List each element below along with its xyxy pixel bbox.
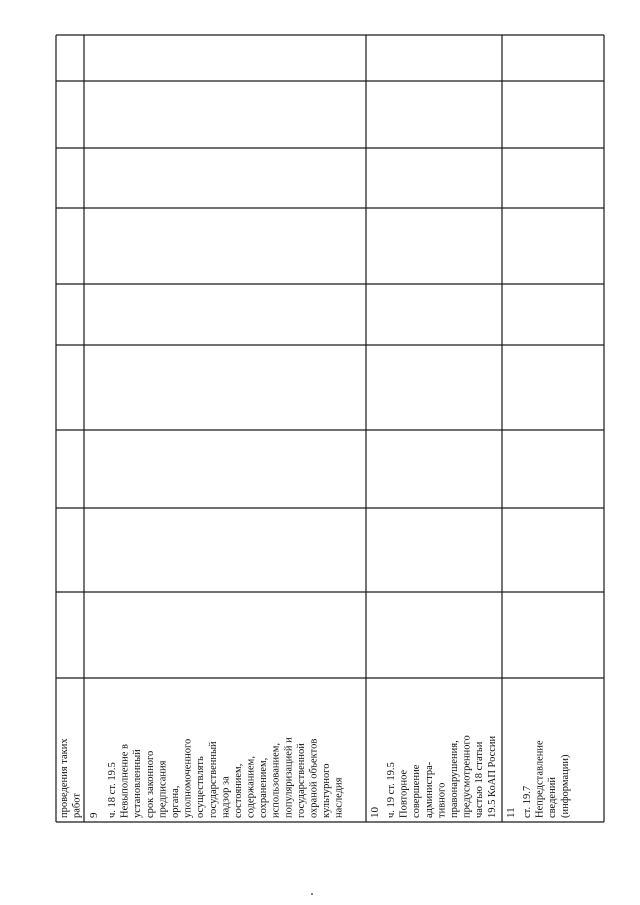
scan-speck [311, 893, 313, 895]
row-number-10: 10 [369, 807, 381, 818]
row-9-description: ч. 18 ст. 19.5 Невыполнение в установленный срок законного предписания органа, уполномоченного осуществлять государственный надзор за состоянием, содержанием, сохранением, использованием, популяризацией и государственной охраной объектов культурного наследия [107, 737, 345, 818]
header-continuation-text: проведения таких работ [59, 738, 83, 818]
row-10-description: ч. 19 ст. 19.5 Повторное совершение администра- тивного правонарушения, предусмотренного частью 18 статьи 19.5 КоАП России [386, 735, 498, 818]
row-number-11: 11 [505, 807, 517, 818]
row-11-description: ст. 19.7 Непредставление сведений (информации) [522, 740, 571, 818]
row-number-9: 9 [88, 812, 100, 818]
